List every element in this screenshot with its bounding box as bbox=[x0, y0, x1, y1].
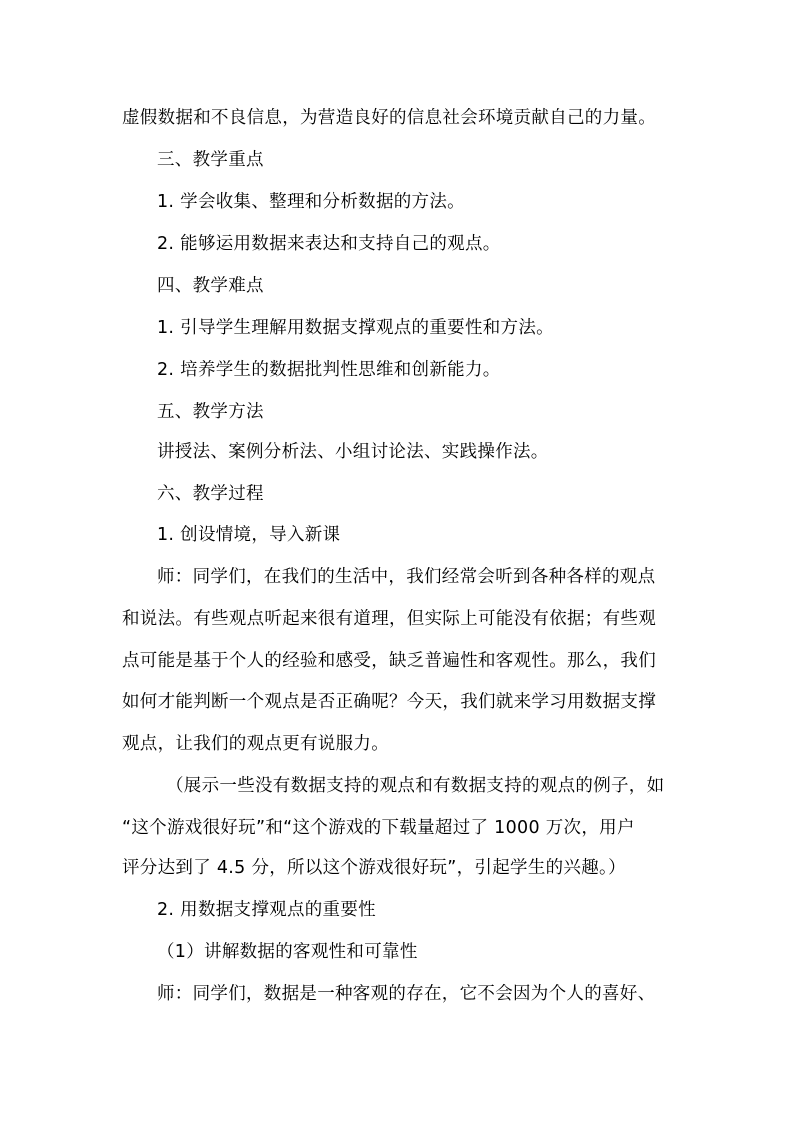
paragraph-line: 观点，让我们的观点更有说服力。 bbox=[122, 734, 389, 754]
section-heading-process: 六、教学过程 bbox=[157, 484, 264, 504]
list-item: 2. 能够运用数据来表达和支持自己的观点。 bbox=[157, 234, 501, 254]
paragraph-line: 讲授法、案例分析法、小组讨论法、实践操作法。 bbox=[157, 442, 549, 462]
section-heading-key-points: 三、教学重点 bbox=[157, 150, 264, 170]
list-item: 1. 引导学生理解用数据支撑观点的重要性和方法。 bbox=[157, 318, 554, 338]
paragraph-line: 虚假数据和不良信息，为营造良好的信息社会环境贡献自己的力量。 bbox=[122, 108, 656, 128]
section-heading-difficulties: 四、教学难点 bbox=[157, 276, 264, 296]
paragraph-line: （展示一些没有数据支持的观点和有数据支持的观点的例子，如 bbox=[166, 776, 665, 796]
subsection-heading: 2. 用数据支撑观点的重要性 bbox=[157, 900, 376, 920]
paragraph-line: 师：同学们，数据是一种客观的存在，它不会因为个人的喜好、 bbox=[157, 984, 656, 1004]
paragraph-line: 点可能是基于个人的经验和感受，缺乏普遍性和客观性。那么，我们 bbox=[122, 651, 656, 671]
sub-item-heading: （1）讲解数据的客观性和可靠性 bbox=[157, 942, 418, 962]
paragraph-line: “这个游戏很好玩”和“这个游戏的下载量超过了 1000 万次，用户 bbox=[122, 818, 635, 838]
section-heading-methods: 五、教学方法 bbox=[157, 402, 264, 422]
list-item: 2. 培养学生的数据批判性思维和创新能力。 bbox=[157, 360, 501, 380]
paragraph-line: 和说法。有些观点听起来很有道理，但实际上可能没有依据；有些观 bbox=[122, 609, 656, 629]
paragraph-line: 师：同学们，在我们的生活中，我们经常会听到各种各样的观点 bbox=[157, 567, 656, 587]
subsection-heading: 1. 创设情境，导入新课 bbox=[157, 525, 341, 545]
paragraph-line: 如何才能判断一个观点是否正确呢？今天，我们就来学习用数据支撑 bbox=[122, 692, 656, 712]
paragraph-line: 评分达到了 4.5 分，所以这个游戏很好玩”，引起学生的兴趣。） bbox=[122, 858, 626, 878]
list-item: 1. 学会收集、整理和分析数据的方法。 bbox=[157, 192, 465, 212]
